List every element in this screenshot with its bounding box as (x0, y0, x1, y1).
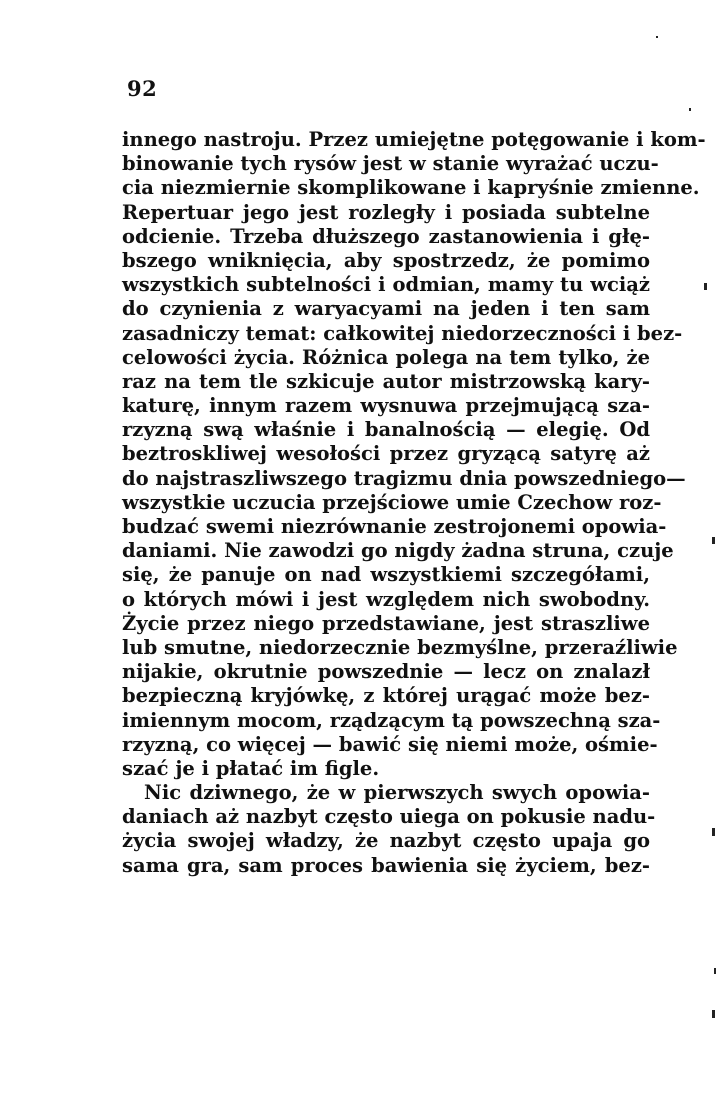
scan-speck (712, 537, 715, 544)
text-line: daniach aż nazbyt często uiega on pokusie nadu- (122, 805, 656, 829)
scan-speck (712, 1010, 715, 1018)
body-text (122, 128, 706, 878)
text-line: nijakie, okrutnie powszednie — lecz on znalazł (122, 660, 650, 684)
text-line: do czynienia z waryacyami na jeden i ten sam (122, 297, 650, 321)
text-line: daniami. Nie zawodzi go nigdy żadna struna, czuje (122, 539, 674, 563)
text-line: Repertuar jego jest rozległy i posiada subtelne (122, 200, 650, 224)
text-line: życia swojej władzy, że nazbyt często upaja go (122, 829, 650, 853)
scan-speck (656, 36, 658, 38)
text-line: katurę, innym razem wysnuwa przejmującą sza- (122, 394, 650, 418)
text-line: wszystkich subtelności i odmian, mamy tu wciąż (122, 273, 650, 297)
text-line: rzyzną swą właśnie i banalnością — elegię. Od (122, 418, 650, 442)
text-line: zasadniczy temat: całkowitej niedorzeczności i bez- (122, 321, 683, 345)
text-line: imiennym mocom, rządzącym tą powszechną sza- (122, 708, 661, 732)
text-line: sama gra, sam proces bawienia się życiem, bez- (122, 853, 650, 877)
paragraph (122, 781, 656, 878)
text-line: celowości życia. Różnica polega na tem tylko, że (122, 345, 650, 369)
scan-speck (704, 283, 707, 290)
page-number: 92 (127, 76, 158, 101)
text-line: binowanie tych rysów jest w stanie wyrażać uczu- (122, 152, 659, 176)
text-line: odcienie. Trzeba dłuższego zastanowienia i głę- (122, 224, 650, 248)
scan-speck (712, 828, 715, 836)
text-line: rzyzną, co więcej — bawić się niemi może, ośmie- (122, 732, 658, 756)
text-line: Nic dziwnego, że w pierwszych swych opowia- (144, 781, 650, 805)
text-line: o których mówi i jest względem nich swobodny. (122, 587, 650, 611)
text-line: szać je i płatać im figle. (122, 756, 380, 780)
text-line: się, że panuje on nad wszystkiemi szczegółami, (122, 563, 650, 587)
text-line: do najstraszliwszego tragizmu dnia powszedniego— (122, 466, 686, 490)
text-line: budzać swemi niezrównanie zestrojonemi opowia- (122, 515, 667, 538)
text-line: beztroskliwej wesołości przez gryzącą satyrę aż (122, 442, 650, 466)
text-line: innego nastroju. Przez umiejętne potęgowanie i kom- (122, 128, 706, 151)
scan-speck (714, 968, 716, 974)
scan-speck (689, 108, 691, 111)
paragraph (122, 128, 706, 781)
text-line: Życie przez niego przedstawiane, jest straszliwe (122, 611, 650, 635)
text-line: wszystkie uczucia przejściowe umie Czechow roz- (122, 490, 662, 514)
text-line: raz na tem tle szkicuje autor mistrzowską kary- (122, 369, 650, 393)
text-line: cia niezmiernie skomplikowane i kapryśnie zmienne. (122, 176, 700, 200)
text-line: bszego wniknięcia, aby spostrzedz, że pomimo (122, 248, 650, 272)
text-line: lub smutne, niedorzecznie bezmyślne, przeraźliwie (122, 635, 678, 659)
text-line: bezpieczną kryjówkę, z której urągać może bez- (122, 684, 650, 708)
